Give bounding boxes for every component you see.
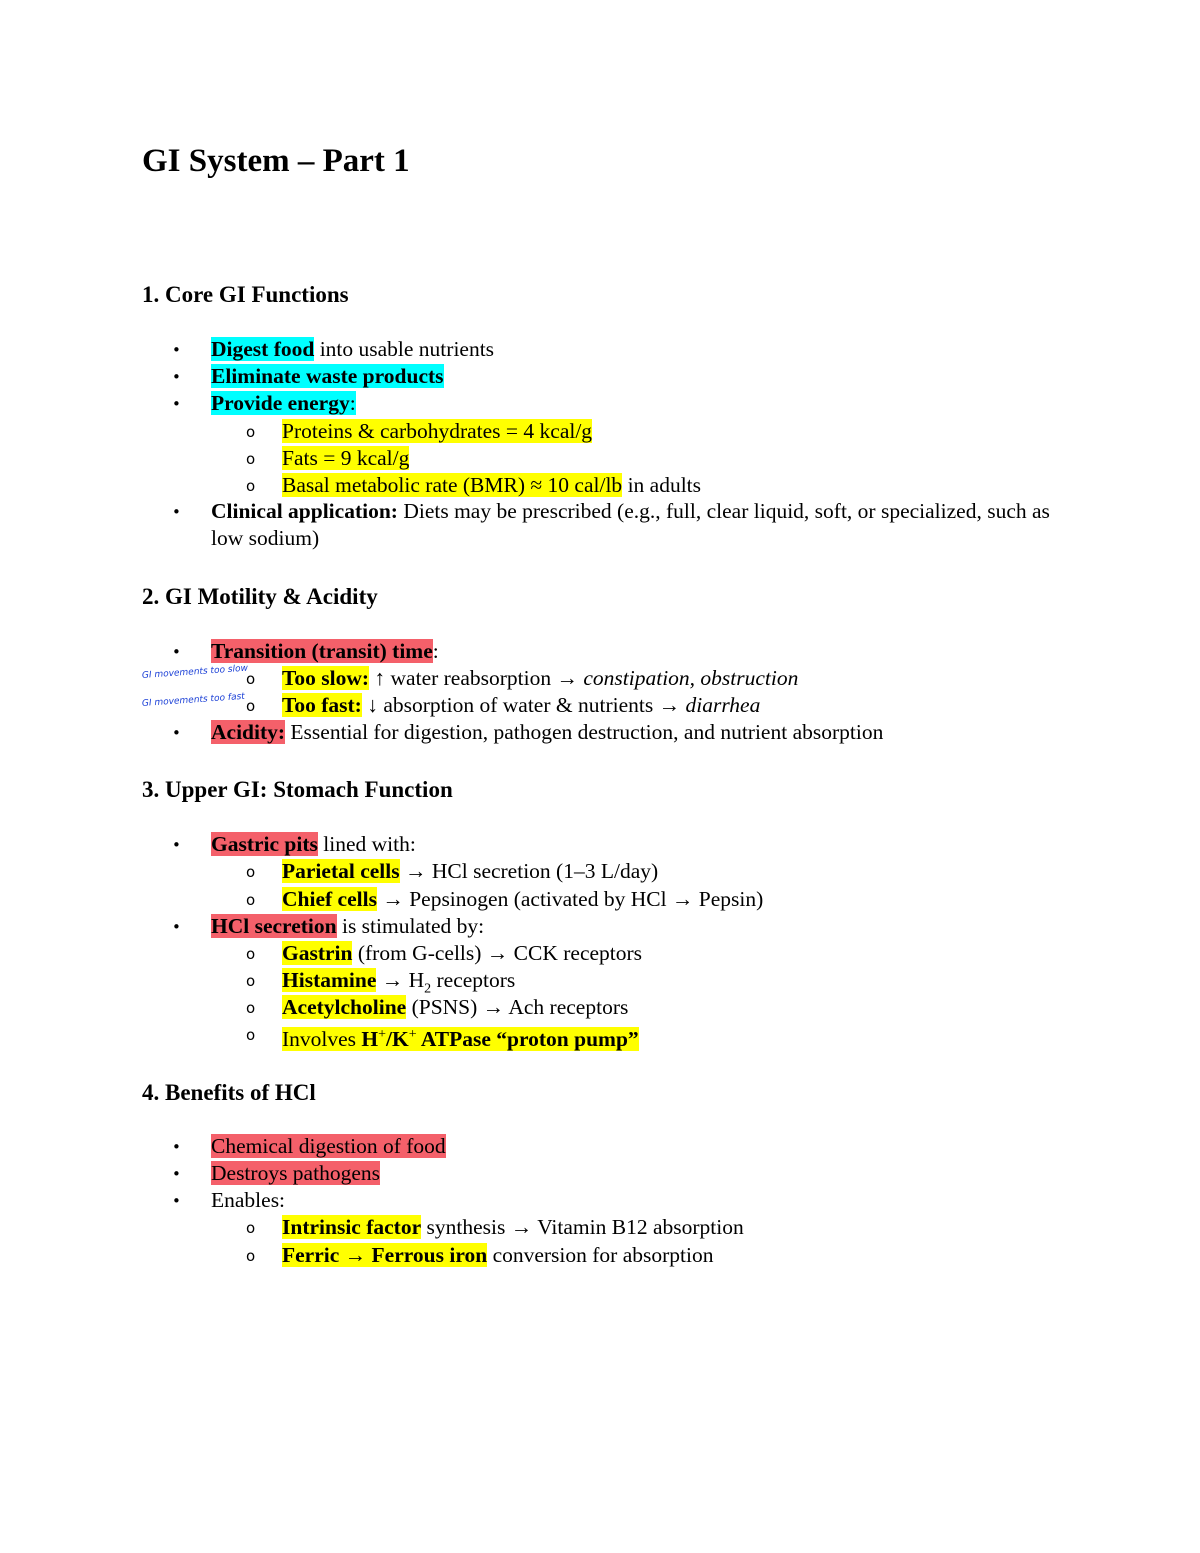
- sub-bullet-icon: o: [246, 450, 256, 468]
- list-item-bmr: Basal metabolic rate (BMR) ≈ 10 cal/lb in adults: [282, 473, 702, 497]
- sub-bullet-icon: o: [246, 1247, 256, 1265]
- list-item-eliminate: Eliminate waste products: [211, 364, 444, 388]
- sub-bullet-icon: o: [246, 423, 256, 441]
- list-item-gastric-pits: Gastric pits lined with:: [211, 832, 416, 856]
- handwritten-note-fast: GI movements too fast: [141, 691, 246, 709]
- bullet-icon: •: [172, 1138, 181, 1156]
- section-heading-motility: 2. GI Motility & Acidity: [142, 584, 378, 609]
- list-item-transit: Transition (transit) time:: [211, 639, 439, 663]
- list-item-intrinsic: Intrinsic factor synthesis → Vitamin B12 absorption: [282, 1215, 744, 1239]
- sub-bullet-icon: o: [246, 972, 256, 990]
- sub-bullet-icon: o: [246, 863, 256, 881]
- sub-bullet-icon: o: [246, 891, 256, 909]
- list-item-ferric: Ferric → Ferrous iron conversion for absorption: [282, 1243, 714, 1267]
- list-item-gastrin: Gastrin (from G-cells) → CCK receptors: [282, 941, 643, 965]
- list-item-destroys: Destroys pathogens: [211, 1161, 380, 1185]
- list-item-too-slow: Too slow: ↑ water reabsorption → constipation, obstruction: [282, 666, 799, 690]
- bullet-icon: •: [172, 1165, 181, 1183]
- sub-bullet-icon: o: [246, 477, 256, 495]
- sub-bullet-icon: o: [246, 1219, 256, 1237]
- bullet-icon: •: [172, 643, 181, 661]
- list-item-hcl-secretion: HCl secretion is stimulated by:: [211, 914, 485, 938]
- section-heading-stomach: 3. Upper GI: Stomach Function: [142, 777, 453, 802]
- handwritten-note-slow: GI movements too slow: [141, 663, 249, 681]
- bullet-icon: •: [172, 503, 181, 521]
- bullet-icon: •: [172, 341, 181, 359]
- list-item-chief: Chief cells → Pepsinogen (activated by HCl → Pepsin): [282, 887, 764, 911]
- list-item-proteins: Proteins & carbohydrates = 4 kcal/g: [282, 419, 593, 443]
- bullet-icon: •: [172, 918, 181, 936]
- list-item-histamine: Histamine → $H_2$ receptors: [282, 968, 516, 997]
- list-item-enables: Enables:: [211, 1188, 286, 1212]
- list-item-fats: Fats = 9 kcal/g: [282, 446, 410, 470]
- section-heading-benefits: 4. Benefits of HCl: [142, 1080, 316, 1105]
- sub-bullet-icon: o: [246, 999, 256, 1017]
- list-item-proton-pump: Involves H+/K+ ATPase “proton pump”: [282, 1027, 639, 1052]
- section-heading-core-functions: 1. Core GI Functions: [142, 282, 349, 307]
- list-item-acidity: Acidity: Essential for digestion, pathogen destruction, and nutrient absorption: [211, 720, 884, 744]
- sub-bullet-icon: o: [246, 945, 256, 963]
- bullet-icon: •: [172, 836, 181, 854]
- sub-bullet-icon: o: [246, 1026, 256, 1044]
- list-item-acetylcholine: Acetylcholine (PSNS) → Ach receptors: [282, 995, 629, 1019]
- bullet-icon: •: [172, 1192, 181, 1210]
- list-item-parietal: Parietal cells → HCl secretion (1–3 L/day): [282, 859, 659, 883]
- list-item-digest: Digest food into usable nutrients: [211, 337, 495, 361]
- list-item-too-fast: Too fast: ↓ absorption of water & nutrients → diarrhea: [282, 693, 761, 717]
- bullet-icon: •: [172, 724, 181, 742]
- sub-bullet-icon: o: [246, 697, 256, 715]
- list-item-clinical: Clinical application: Diets may be prescribed (e.g., full, clear liquid, soft, or specialized, such as low sodium): [211, 499, 1050, 550]
- bullet-icon: •: [172, 368, 181, 386]
- sub-bullet-icon: o: [246, 670, 256, 688]
- bullet-icon: •: [172, 395, 181, 413]
- page-title: GI System – Part 1: [142, 143, 410, 179]
- list-item-chemical: Chemical digestion of food: [211, 1134, 446, 1158]
- list-item-energy: Provide energy:: [211, 391, 356, 415]
